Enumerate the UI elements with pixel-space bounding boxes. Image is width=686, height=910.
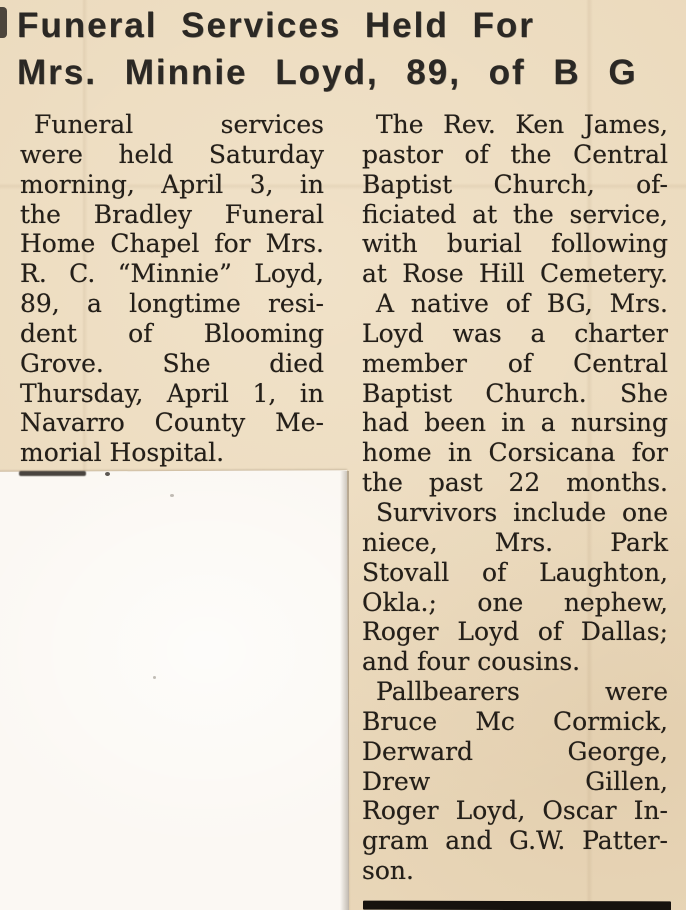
clipping-edge-shadow bbox=[340, 471, 349, 910]
body-line: Grove. She died bbox=[20, 348, 324, 378]
body-line: Survivors include one bbox=[376, 497, 668, 527]
body-line: ficiated at the service, bbox=[362, 199, 668, 229]
cutoff-text-dot bbox=[105, 472, 110, 476]
body-line: Home Chapel for Mrs. bbox=[20, 229, 324, 259]
body-line: morial Hospital. bbox=[20, 438, 225, 468]
headline-line-2: Mrs. Minnie Loyd, 89, of B G bbox=[17, 53, 638, 92]
headline bbox=[17, 4, 677, 95]
body-line: Bruce Mc Cormick, bbox=[362, 706, 668, 736]
body-line: member of Central bbox=[362, 348, 668, 378]
body-line: R. C. “Minnie” Loyd, bbox=[20, 259, 324, 289]
white-paper-patch bbox=[0, 470, 349, 910]
column-right bbox=[362, 110, 668, 886]
body-line: dent of Blooming bbox=[20, 318, 324, 348]
body-line: son. bbox=[362, 856, 414, 886]
body-line: morning, April 3, in bbox=[20, 169, 324, 199]
body-line: The Rev. Ken James, bbox=[376, 110, 668, 139]
cutoff-text-fragment bbox=[19, 471, 86, 476]
body-line: Loyd was a charter bbox=[362, 318, 668, 348]
body-line: the Bradley Funeral bbox=[20, 199, 324, 229]
bottom-black-bar bbox=[363, 901, 671, 910]
body-line: Navarro County Me- bbox=[20, 408, 324, 438]
torn-edge-ink-smudge bbox=[0, 7, 7, 38]
body-line: were held Saturday bbox=[20, 139, 324, 169]
body-line: Stovall of Laughton, bbox=[362, 557, 668, 587]
body-line: Pallbearers were bbox=[376, 677, 668, 707]
body-line: Funeral services bbox=[34, 110, 324, 139]
paper-speck bbox=[153, 676, 156, 679]
body-line: A native of BG, Mrs. bbox=[376, 289, 668, 319]
body-line: the past 22 months. bbox=[362, 468, 668, 498]
body-line: had been in a nursing bbox=[362, 408, 668, 438]
body-line: Roger Loyd of Dallas; bbox=[362, 617, 668, 647]
body-line: Drew Gillen, bbox=[362, 766, 668, 796]
body-line: Roger Loyd, Oscar In- bbox=[362, 796, 668, 826]
body-line: niece, Mrs. Park bbox=[362, 527, 668, 557]
body-line: Okla.; one nephew, bbox=[362, 587, 668, 617]
body-line: pastor of the Central bbox=[362, 139, 668, 169]
body-line: Baptist Church. She bbox=[362, 378, 668, 408]
headline-line-1: Funeral Services Held For bbox=[17, 6, 535, 45]
body-line: at Rose Hill Cemetery. bbox=[362, 259, 668, 289]
body-line: and four cousins. bbox=[362, 647, 581, 677]
body-line: Baptist Church, of- bbox=[362, 169, 668, 199]
body-line: with burial following bbox=[362, 229, 668, 259]
body-line: Thursday, April 1, in bbox=[20, 378, 324, 408]
body-line: gram and G.W. Patter- bbox=[362, 826, 668, 856]
body-line: 89, a longtime resi- bbox=[20, 289, 324, 319]
body-line: home in Corsicana for bbox=[362, 438, 668, 468]
body-line: Derward George, bbox=[362, 736, 668, 766]
paper-speck bbox=[170, 494, 174, 497]
column-left bbox=[20, 110, 324, 468]
